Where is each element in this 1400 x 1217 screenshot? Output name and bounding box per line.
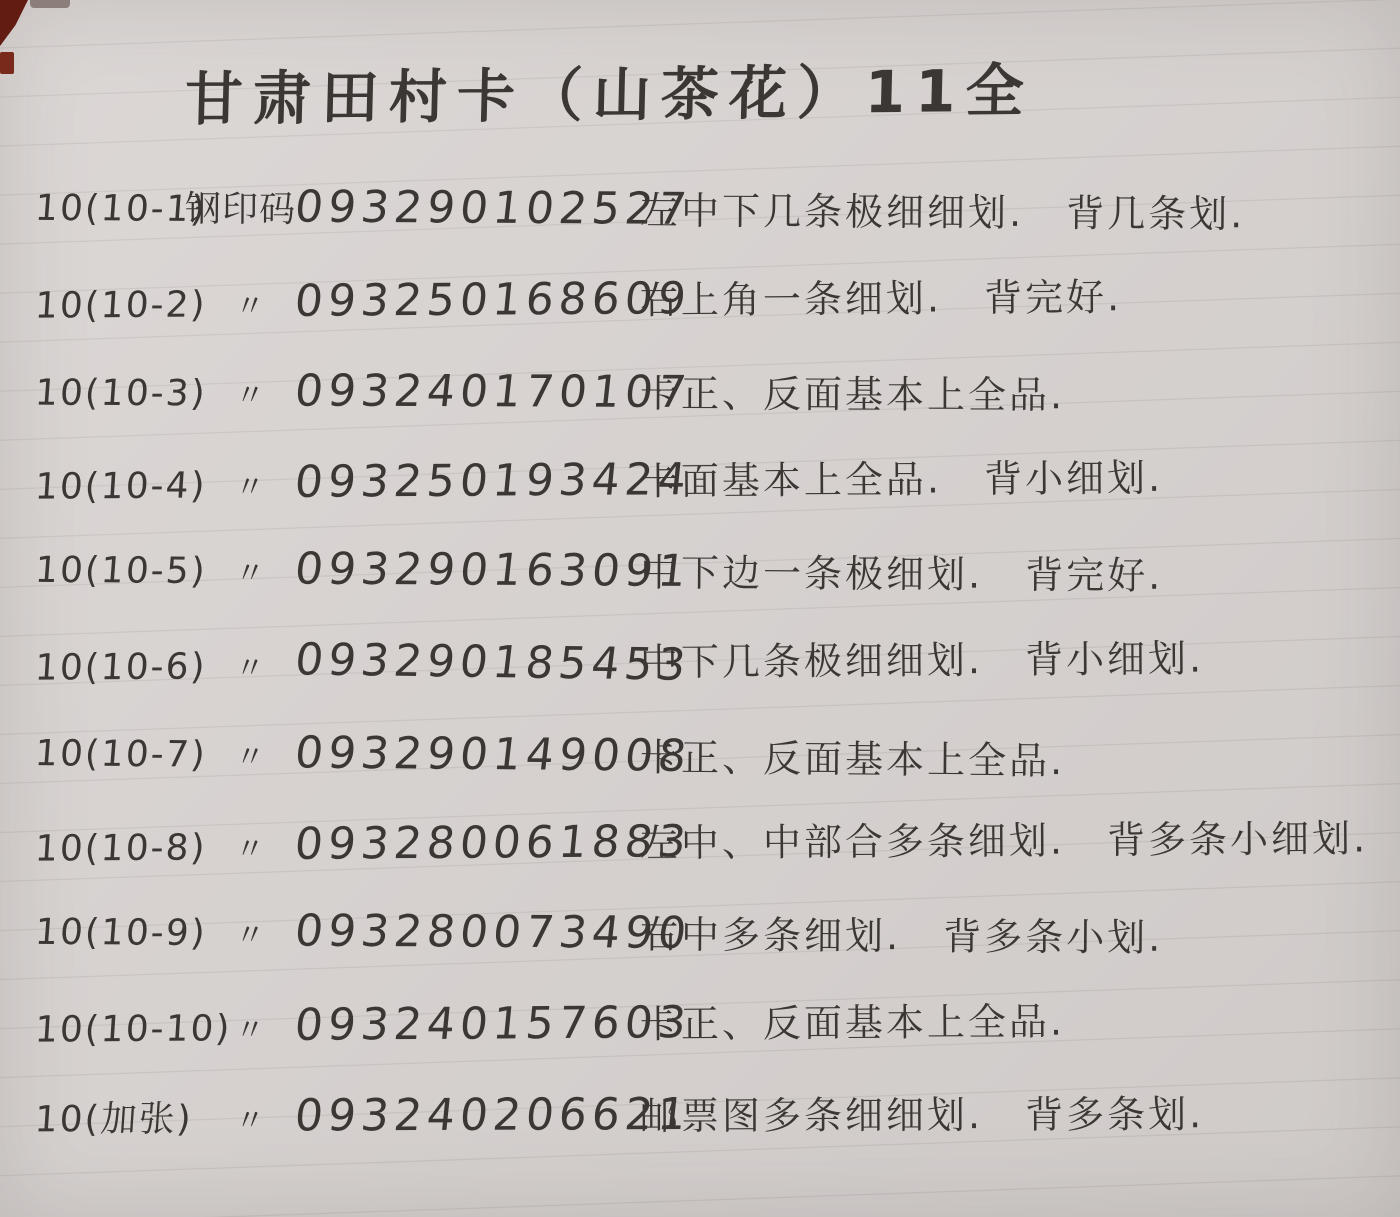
back-condition-text: 背几条划. — [1066, 191, 1246, 237]
card-serial-number: 093240170107 — [292, 365, 694, 418]
condition-note — [640, 264, 1375, 324]
front-condition-text: 左中下几条极细细划. — [639, 188, 1025, 235]
serial-prefix-or-ditto-mark: 〃 — [234, 556, 266, 592]
card-row — [35, 1083, 1375, 1178]
serial-prefix-or-ditto-mark: 钢印码 — [184, 188, 297, 231]
card-row — [35, 538, 1376, 637]
card-number-label: 10(10-4) — [33, 464, 208, 508]
front-condition-text: 卡正、反面基本上全品. — [639, 998, 1066, 1046]
card-number-label: 10(10-3) — [33, 372, 209, 415]
card-row — [35, 626, 1376, 726]
card-serial-number: 093290102527 — [292, 181, 694, 235]
back-condition-text: 背完好. — [1025, 552, 1164, 598]
card-row — [35, 176, 1376, 275]
card-number-label: 10(10-9) — [33, 911, 209, 954]
condition-note — [640, 363, 1375, 421]
back-condition-text: 背多条小划. — [943, 914, 1164, 960]
condition-note — [640, 988, 1375, 1048]
card-row — [35, 264, 1376, 364]
card-number-label: 10(10-8) — [33, 826, 208, 870]
serial-prefix-or-ditto-mark: 〃 — [234, 650, 266, 686]
card-serial-number: 093290163091 — [292, 543, 694, 597]
condition-note — [640, 726, 1375, 787]
serial-prefix-or-ditto-mark: 〃 — [234, 288, 266, 324]
front-condition-text: 左中、中部合多条细划. — [639, 817, 1066, 865]
card-row — [35, 988, 1376, 1088]
front-condition-text: 卡面基本上全品. — [639, 456, 943, 503]
card-list — [35, 178, 1375, 1174]
front-condition-text: 中下几条极细细划. — [639, 637, 984, 684]
card-serial-number: 093240157603 — [292, 996, 694, 1051]
condition-note — [640, 542, 1375, 601]
table-corner-mark — [0, 0, 28, 46]
card-serial-number: 093280061883 — [292, 815, 694, 870]
front-condition-text: 右上角一条细划. — [639, 275, 943, 322]
card-number-label: 10(10-10) — [33, 1007, 233, 1051]
serial-prefix-or-ditto-mark: 〃 — [234, 378, 266, 414]
condition-note — [640, 1083, 1375, 1141]
card-number-label: 10(10-5) — [33, 549, 209, 592]
card-number-label: 10(10-6) — [33, 645, 208, 689]
back-condition-text: 背完好. — [983, 274, 1123, 320]
paper-shadow-mark — [30, 0, 70, 8]
condition-note — [640, 807, 1375, 867]
back-condition-text: 背小细划. — [1024, 636, 1205, 682]
serial-prefix-or-ditto-mark: 〃 — [234, 739, 266, 776]
page-title: 甘肃田村卡（山茶花）11全 — [184, 56, 1035, 134]
front-condition-text: 邮票图多条细细划. — [639, 1093, 984, 1139]
card-serial-number: 093250168609 — [292, 272, 694, 327]
condition-note — [640, 904, 1375, 963]
card-row — [35, 807, 1376, 907]
card-number-label: 10(加张) — [33, 1098, 195, 1141]
table-edge-mark — [0, 52, 14, 74]
back-condition-text: 背多条划. — [1024, 1092, 1205, 1137]
back-condition-text: 背多条小细划. — [1106, 815, 1369, 862]
front-condition-text: 右中多条细划. — [639, 912, 902, 959]
card-number-label: 10(10-1) — [33, 187, 209, 230]
card-row — [35, 361, 1375, 456]
card-serial-number: 093290185453 — [292, 633, 694, 691]
card-serial-number: 093280073490 — [292, 905, 694, 959]
card-row — [35, 900, 1376, 999]
card-serial-number: 093290149008 — [292, 727, 694, 782]
card-number-label: 10(10-7) — [33, 733, 209, 776]
serial-prefix-or-ditto-mark: 〃 — [234, 469, 266, 505]
condition-note — [640, 180, 1375, 239]
back-condition-text: 背小细划. — [983, 455, 1164, 501]
card-serial-number: 093250193424 — [292, 453, 694, 508]
card-number-label: 10(10-2) — [33, 283, 208, 327]
front-condition-text: 卡正、反面基本上全品. — [639, 735, 1066, 784]
card-row — [35, 445, 1376, 545]
serial-prefix-or-ditto-mark: 〃 — [234, 831, 266, 867]
condition-note — [640, 626, 1375, 686]
front-condition-text: 卡正、反面基本上全品. — [639, 371, 1066, 418]
serial-prefix-or-ditto-mark: 〃 — [234, 918, 266, 954]
serial-prefix-or-ditto-mark: 〃 — [234, 1012, 266, 1048]
front-condition-text: 中下边一条极细划. — [639, 550, 984, 597]
card-serial-number: 093240206621 — [292, 1089, 694, 1142]
condition-note — [640, 445, 1375, 505]
serial-prefix-or-ditto-mark: 〃 — [234, 1103, 266, 1139]
